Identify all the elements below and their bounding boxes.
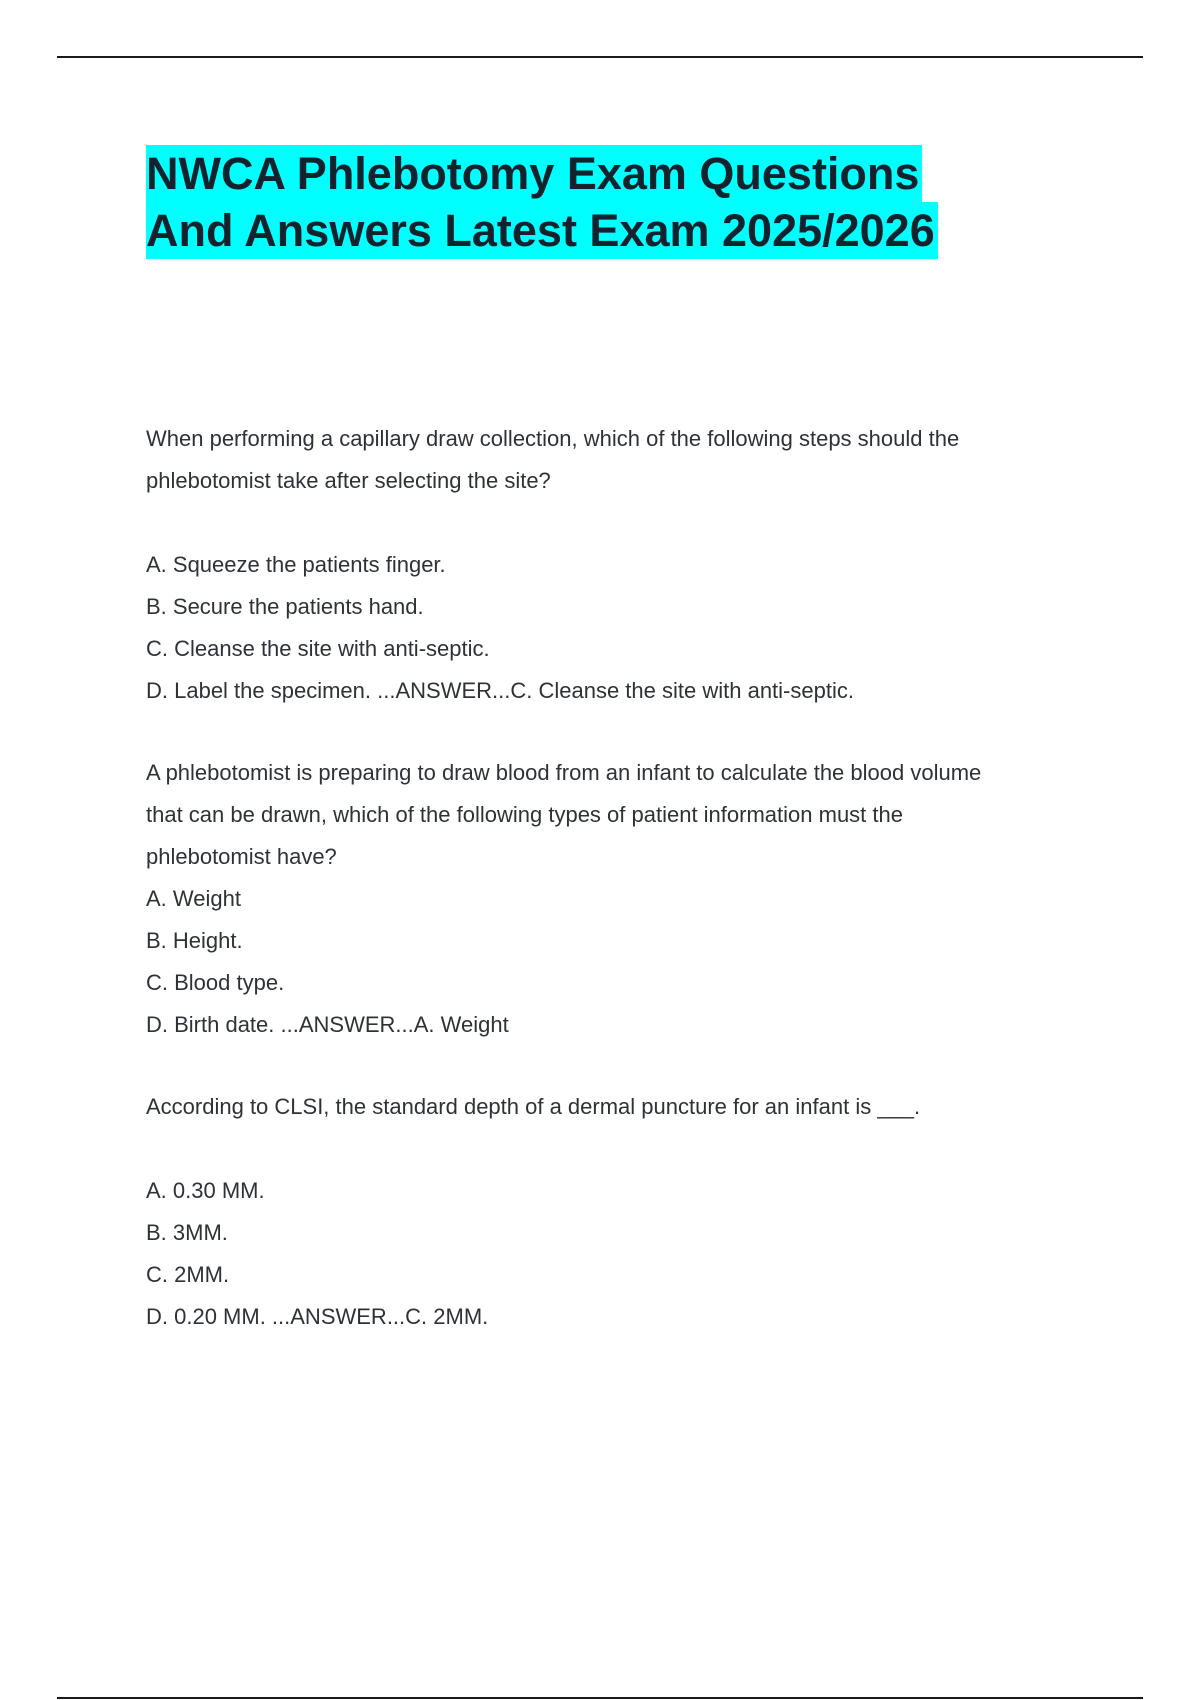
question-3-option-b: B. 3MM.	[146, 1220, 228, 1245]
question-2-option-c: C. Blood type.	[146, 970, 285, 995]
question-3-option-c: C. 2MM.	[146, 1262, 230, 1287]
question-3-option-a: A. 0.30 MM.	[146, 1178, 265, 1203]
question-1-option-d-answer: D. Label the specimen. ...ANSWER...C. Cleanse the site with anti-septic.	[146, 678, 854, 703]
top-rule	[57, 56, 1143, 58]
question-1-option-a: A. Squeeze the patients finger.	[146, 552, 446, 577]
question-1-option-b: B. Secure the patients hand.	[146, 594, 424, 619]
question-2-stem-line-2: that can be drawn, which of the following types of patient information must the	[146, 802, 903, 827]
document-title	[146, 145, 1146, 259]
question-2-option-a: A. Weight	[146, 886, 241, 911]
question-3-option-d-answer: D. 0.20 MM. ...ANSWER...C. 2MM.	[146, 1304, 489, 1329]
question-3	[146, 1086, 1086, 1338]
question-2-option-b: B. Height.	[146, 928, 243, 953]
question-2	[146, 752, 1086, 1046]
question-1-option-c: C. Cleanse the site with anti-septic.	[146, 636, 490, 661]
title-line-1: NWCA Phlebotomy Exam Questions	[146, 145, 922, 202]
question-1-stem-line-2: phlebotomist take after selecting the site?	[146, 468, 551, 493]
question-2-stem-line-1: A phlebotomist is preparing to draw blood from an infant to calculate the blood volume	[146, 760, 982, 785]
bottom-rule	[57, 1697, 1143, 1699]
question-3-stem-line-1: According to CLSI, the standard depth of a dermal puncture for an infant is ___.	[146, 1094, 921, 1119]
question-2-stem-line-3: phlebotomist have?	[146, 844, 337, 869]
title-line-2: And Answers Latest Exam 2025/2026	[146, 202, 938, 259]
question-1	[146, 418, 1086, 712]
question-2-option-d-answer: D. Birth date. ...ANSWER...A. Weight	[146, 1012, 509, 1037]
question-1-stem-line-1: When performing a capillary draw collection, which of the following steps should the	[146, 426, 960, 451]
